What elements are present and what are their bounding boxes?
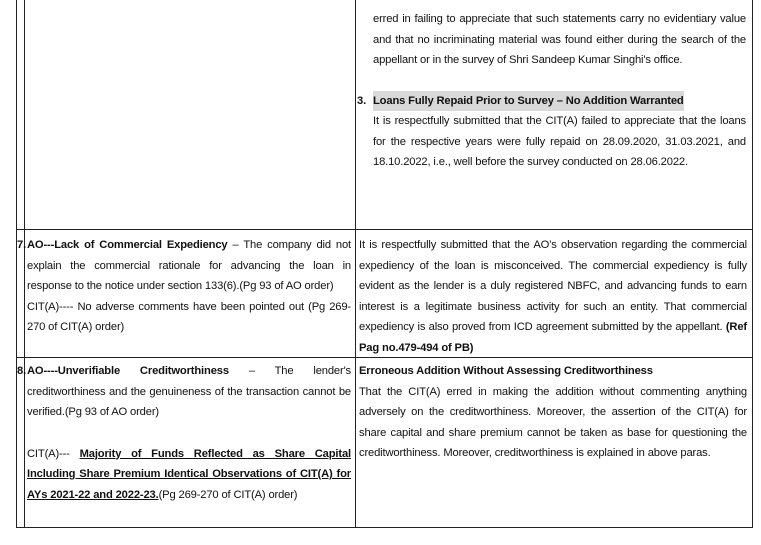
row-7-ao-heading: AO---Lack of Commercial Expediency xyxy=(27,239,228,251)
table-border-right xyxy=(752,0,753,528)
row-8-ao-observation xyxy=(27,361,351,423)
row-7-number: 7. xyxy=(17,239,27,251)
row-8-cita-prefix: CIT(A)--- xyxy=(27,447,80,460)
point-3-number: 3. xyxy=(357,94,367,107)
point-3-body: It is respectfully submitted that the CIT(A) failed to appreciate that the loans for the respective years were fully repaid on 28.09.2020, 31.03.2021, and 18.10.2022, i.e., well before the survey conducted on 28.06.2022. xyxy=(373,115,746,168)
row-7-right-cell xyxy=(359,235,747,358)
row-7-cita-observation: CIT(A)---- No adverse comments have been pointed out (Pg 269-270 of CIT(A) order) xyxy=(27,300,351,333)
table-border-left xyxy=(16,0,17,528)
row-8-number: 8. xyxy=(17,365,27,377)
row-7-ao-text: – The company did not explain the commercial rationale for advancing the loan in response to the notice under section 133(6).(Pg 93 of AO order) xyxy=(27,239,351,292)
row-7-left-cell xyxy=(27,235,351,338)
row-8-cita-observation xyxy=(27,444,351,506)
row-7-ao-observation xyxy=(27,235,351,297)
row-8-ao-heading: AO----Unverifiable Creditworthiness xyxy=(27,365,229,377)
row-8-right-heading: Erroneous Addition Without Assessing Creditworthiness xyxy=(359,365,653,377)
top-row-right-cell xyxy=(357,9,746,173)
row-7-submission xyxy=(359,235,747,358)
row-8-right-cell xyxy=(359,361,747,464)
point-3-heading-line xyxy=(357,91,746,112)
row-7-reference: (Ref Pag no.479-494 of PB) xyxy=(359,321,747,354)
continuation-paragraph: erred in failing to appreciate that such statements carry no evidentiary value and that no incriminating material was found either during the search of the appellant or in the survey of Shri Sandeep Kumar Singhi's office. xyxy=(373,13,746,66)
table-row-separator-1 xyxy=(16,229,753,230)
row-8-cita-heading: Majority of Funds Reflected as Share Capital Including Share Premium Identical Observations of CIT(A) for AYs 2021-22 and 2022-23. xyxy=(27,447,351,501)
row-8-left-cell xyxy=(27,361,351,505)
row-8-cita-suffix: (Pg 269-270 of CIT(A) order) xyxy=(158,488,298,501)
row-7-submission-text: It is respectfully submitted that the AO's observation regarding the commercial expediency of the loan is misconceived. The commercial expediency is fully evident as the lender is a duly registered NBFC, and advancing funds to earn interest is a legitimate business activity for such an entity. That commercial expediency is also proved from ICD agreement submitted by the appellant. xyxy=(359,239,747,333)
row-8-ao-text: – The lender's creditworthiness and the genuineness of the transaction cannot be verified.(Pg 93 of AO order) xyxy=(27,365,351,418)
row-8-submission: That the CIT(A) erred in making the addition without commenting anything adversely on the creditworthiness. Moreover, the assertion of the CIT(A) for share capital and share premium cannot be taken as base for questioning the creditworthiness. Moreover, creditworthiness is explained in above paras. xyxy=(359,385,747,459)
table-divider-number xyxy=(24,0,25,528)
table-divider-columns xyxy=(355,0,356,528)
point-3-heading: Loans Fully Repaid Prior to Survey – No Addition Warranted xyxy=(373,91,684,112)
table-border-bottom xyxy=(16,527,753,528)
